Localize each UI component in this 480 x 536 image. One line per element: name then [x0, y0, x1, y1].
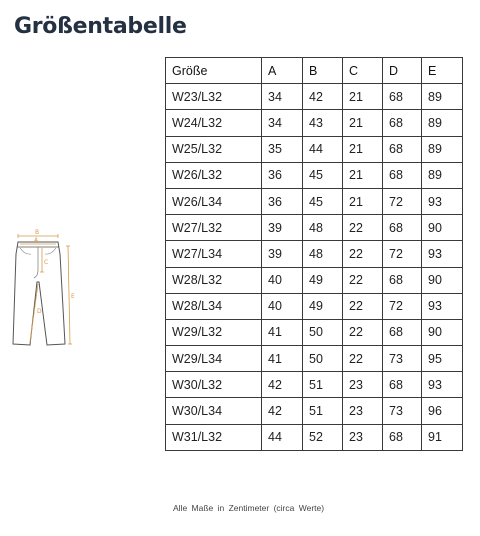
measure-cell: 21 [343, 188, 383, 214]
measure-cell: 68 [383, 319, 422, 345]
measure-cell: 45 [303, 162, 343, 188]
measure-cell: 44 [262, 424, 303, 450]
measure-cell: 89 [422, 136, 463, 162]
measure-cell: 93 [422, 188, 463, 214]
measure-cell: 68 [383, 267, 422, 293]
size-table-body [166, 84, 463, 451]
measure-cell: 23 [343, 398, 383, 424]
measure-cell: 40 [262, 293, 303, 319]
measure-label-b: B [35, 229, 40, 236]
column-header-a: A [262, 58, 303, 84]
measure-cell: 52 [303, 424, 343, 450]
size-cell: W24/L32 [166, 110, 262, 136]
measure-cell: 22 [343, 241, 383, 267]
table-row [166, 241, 463, 267]
measure-cell: 73 [383, 398, 422, 424]
measure-label-c: C [44, 259, 49, 266]
table-row [166, 188, 463, 214]
measure-cell: 51 [303, 398, 343, 424]
measure-cell: 72 [383, 241, 422, 267]
measure-cell: 22 [343, 346, 383, 372]
measure-cell: 68 [383, 372, 422, 398]
measure-cell: 95 [422, 346, 463, 372]
measure-cell: 90 [422, 319, 463, 345]
jeans-outline-icon [10, 226, 80, 354]
table-row [166, 136, 463, 162]
table-row [166, 110, 463, 136]
measure-cell: 68 [383, 424, 422, 450]
column-header-b: B [303, 58, 343, 84]
measure-cell: 34 [262, 110, 303, 136]
size-cell: W26/L34 [166, 188, 262, 214]
table-row [166, 293, 463, 319]
table-row [166, 162, 463, 188]
table-row [166, 267, 463, 293]
measure-cell: 43 [303, 110, 343, 136]
column-header-e: E [422, 58, 463, 84]
measure-cell: 41 [262, 319, 303, 345]
measure-cell: 48 [303, 215, 343, 241]
measure-cell: 45 [303, 188, 343, 214]
size-cell: W27/L34 [166, 241, 262, 267]
measure-cell: 22 [343, 267, 383, 293]
measure-cell: 41 [262, 346, 303, 372]
table-row [166, 398, 463, 424]
measure-cell: 72 [383, 293, 422, 319]
measure-cell: 89 [422, 110, 463, 136]
size-cell: W25/L32 [166, 136, 262, 162]
measure-cell: 68 [383, 110, 422, 136]
measure-cell: 49 [303, 267, 343, 293]
table-row [166, 319, 463, 345]
measure-cell: 42 [303, 84, 343, 110]
table-header-row [166, 58, 463, 84]
measure-cell: 91 [422, 424, 463, 450]
measure-cell: 72 [383, 188, 422, 214]
size-cell: W30/L32 [166, 372, 262, 398]
size-cell: W29/L32 [166, 319, 262, 345]
measure-cell: 50 [303, 346, 343, 372]
measure-cell: 90 [422, 215, 463, 241]
measure-cell: 39 [262, 215, 303, 241]
measure-label-d: D [37, 308, 42, 315]
size-cell: W28/L32 [166, 267, 262, 293]
measure-cell: 42 [262, 398, 303, 424]
measure-label-e: E [71, 293, 75, 300]
measure-cell: 90 [422, 267, 463, 293]
measure-cell: 68 [383, 84, 422, 110]
measure-cell: 35 [262, 136, 303, 162]
measure-cell: 73 [383, 346, 422, 372]
measure-cell: 23 [343, 372, 383, 398]
table-row [166, 346, 463, 372]
size-table [165, 57, 463, 451]
measure-cell: 42 [262, 372, 303, 398]
footnote: Alle Maße in Zentimeter (circa Werte) [173, 503, 325, 513]
measure-cell: 96 [422, 398, 463, 424]
measure-cell: 68 [383, 136, 422, 162]
size-cell: W29/L34 [166, 346, 262, 372]
measure-cell: 21 [343, 84, 383, 110]
size-cell: W30/L34 [166, 398, 262, 424]
size-cell: W27/L32 [166, 215, 262, 241]
measure-cell: 93 [422, 372, 463, 398]
column-header-c: C [343, 58, 383, 84]
measure-cell: 21 [343, 162, 383, 188]
measure-cell: 93 [422, 293, 463, 319]
table-row [166, 372, 463, 398]
size-cell: W26/L32 [166, 162, 262, 188]
measure-cell: 34 [262, 84, 303, 110]
measure-cell: 68 [383, 162, 422, 188]
measure-cell: 39 [262, 241, 303, 267]
page-title: Größentabelle [14, 14, 187, 39]
size-cell: W31/L32 [166, 424, 262, 450]
measure-cell: 40 [262, 267, 303, 293]
measure-cell: 23 [343, 424, 383, 450]
measure-cell: 51 [303, 372, 343, 398]
measure-cell: 48 [303, 241, 343, 267]
measure-cell: 50 [303, 319, 343, 345]
measure-cell: 21 [343, 136, 383, 162]
table-row [166, 424, 463, 450]
size-cell: W23/L32 [166, 84, 262, 110]
measure-cell: 22 [343, 293, 383, 319]
size-cell: W28/L34 [166, 293, 262, 319]
table-row [166, 84, 463, 110]
measure-cell: 49 [303, 293, 343, 319]
jeans-measurement-diagram [10, 226, 80, 354]
table-row [166, 215, 463, 241]
measure-cell: 22 [343, 215, 383, 241]
measure-cell: 89 [422, 84, 463, 110]
measure-cell: 21 [343, 110, 383, 136]
measure-cell: 22 [343, 319, 383, 345]
column-header-d: D [383, 58, 422, 84]
measure-cell: 44 [303, 136, 343, 162]
measure-cell: 36 [262, 162, 303, 188]
column-header-size: Größe [166, 58, 262, 84]
measure-cell: 93 [422, 241, 463, 267]
measure-label-a: A [34, 237, 39, 244]
measure-cell: 89 [422, 162, 463, 188]
measure-cell: 36 [262, 188, 303, 214]
measure-cell: 68 [383, 215, 422, 241]
